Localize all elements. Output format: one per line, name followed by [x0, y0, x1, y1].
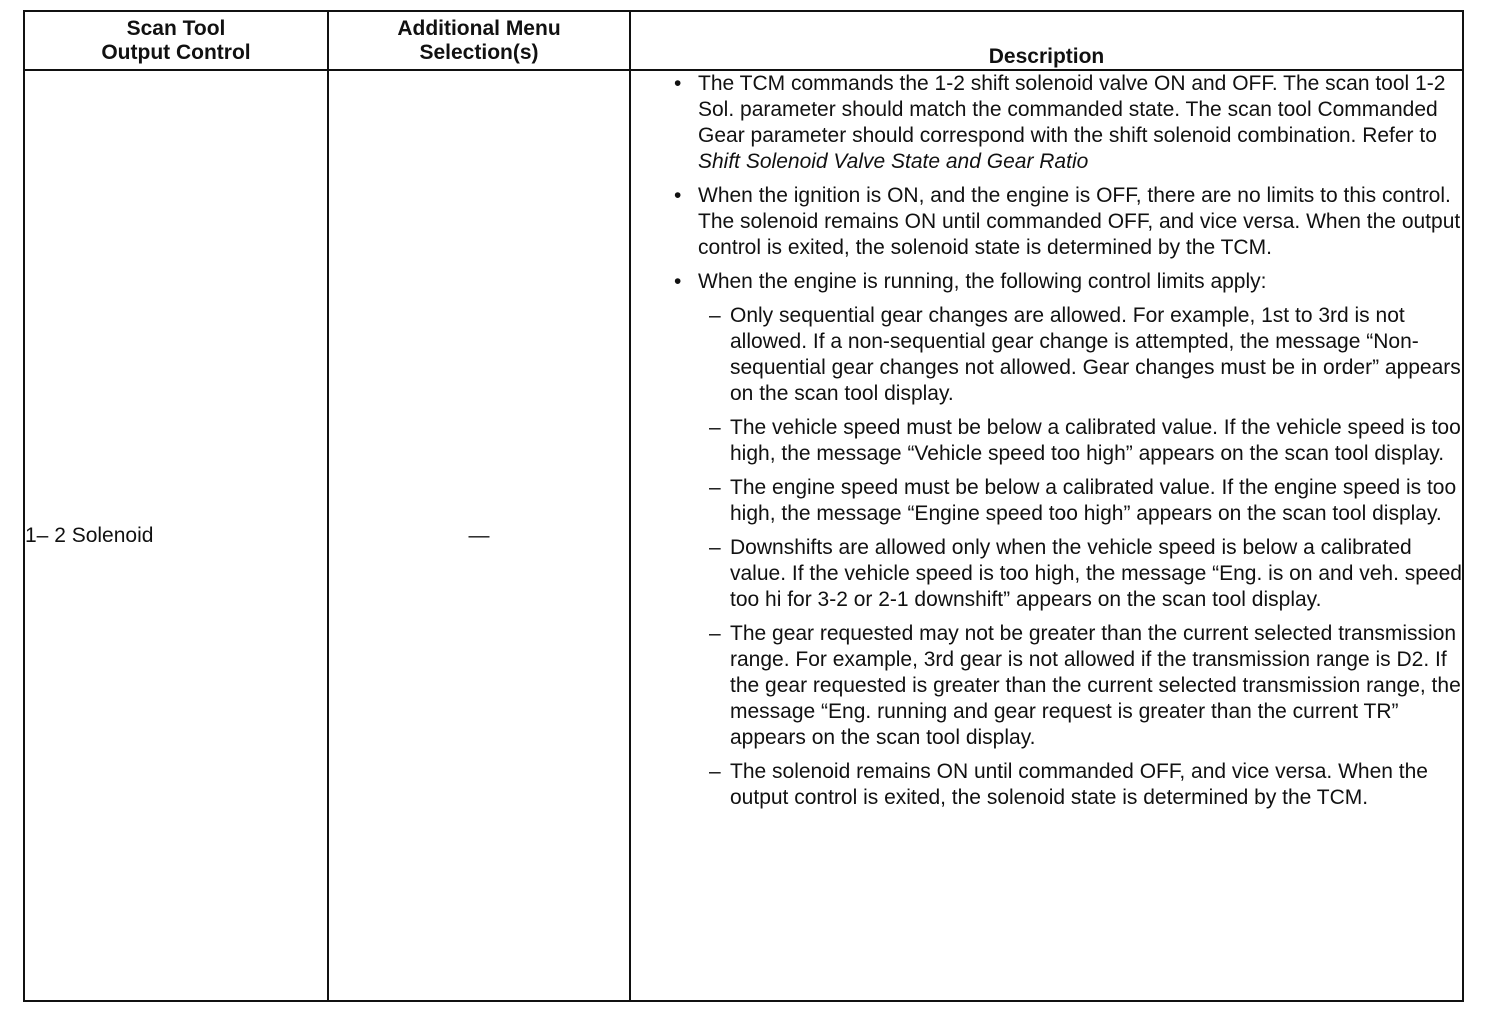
bullet-item	[631, 71, 1462, 175]
bullet-item	[631, 269, 1462, 811]
bullet-reference: Shift Solenoid Valve State and Gear Ratio	[698, 150, 1089, 173]
document-page	[23, 10, 1464, 1002]
cell-description	[630, 70, 1462, 1000]
header-line: Output Control	[101, 40, 251, 64]
sub-item: – The vehicle speed must be below a calibrated value. If the vehicle speed is too high, the message “Vehicle speed too high” appears on the scan tool display.	[631, 415, 1462, 467]
bullet-text: When the ignition is ON, and the engine is OFF, there are no limits to this control. The solenoid remains ON until commanded OFF, and vice versa. When the output control is exited, the solenoid state is determined by the TCM.	[698, 184, 1461, 259]
output-control-table	[25, 12, 1462, 1000]
sub-item: – The gear requested may not be greater than the current selected transmission range. For example, 3rd gear is not allowed if the transmission range is D2. If the gear requested is greater than the current selected transmission range, the message “Eng. running and gear request is greater than the current TR” appears on the scan tool display.	[631, 621, 1462, 751]
cell-output-control: 1– 2 Solenoid	[25, 70, 328, 1000]
header-line: Additional Menu	[397, 16, 561, 40]
cell-menu-selection: —	[328, 70, 630, 1000]
header-description: Description	[630, 12, 1462, 70]
bullet-text: The TCM commands the 1-2 shift solenoid valve ON and OFF. The scan tool 1-2 Sol. parameter should match the commanded state. The scan tool Commanded Gear parameter should correspond with the shift solenoid combination. Refer to	[698, 72, 1446, 147]
header-line: Selection(s)	[419, 40, 539, 64]
table-header-row	[25, 12, 1462, 70]
control-limits-list	[631, 303, 1462, 811]
sub-item: – The engine speed must be below a calibrated value. If the engine speed is too high, the message “Engine speed too high” appears on the scan tool display.	[631, 475, 1462, 527]
table-row	[25, 70, 1462, 1000]
header-scan-tool-output-control	[25, 12, 328, 70]
bullet-text: When the engine is running, the following control limits apply:	[698, 270, 1267, 293]
header-additional-menu-selections	[328, 12, 630, 70]
header-line: Scan Tool	[126, 16, 226, 40]
sub-item: – Only sequential gear changes are allowed. For example, 1st to 3rd is not allowed. If a non-sequential gear change is attempted, the message “Non-sequential gear changes not allowed. Gear changes must be in order” appears on the scan tool display.	[631, 303, 1462, 407]
description-bullet-list	[631, 71, 1462, 811]
sub-item: – The solenoid remains ON until commanded OFF, and vice versa. When the output control is exited, the solenoid state is determined by the TCM.	[631, 759, 1462, 811]
bullet-item	[631, 183, 1462, 261]
sub-item: – Downshifts are allowed only when the vehicle speed is below a calibrated value. If the vehicle speed is too high, the message “Eng. is on and veh. speed too hi for 3-2 or 2-1 downshift” appears on the scan tool display.	[631, 535, 1462, 613]
